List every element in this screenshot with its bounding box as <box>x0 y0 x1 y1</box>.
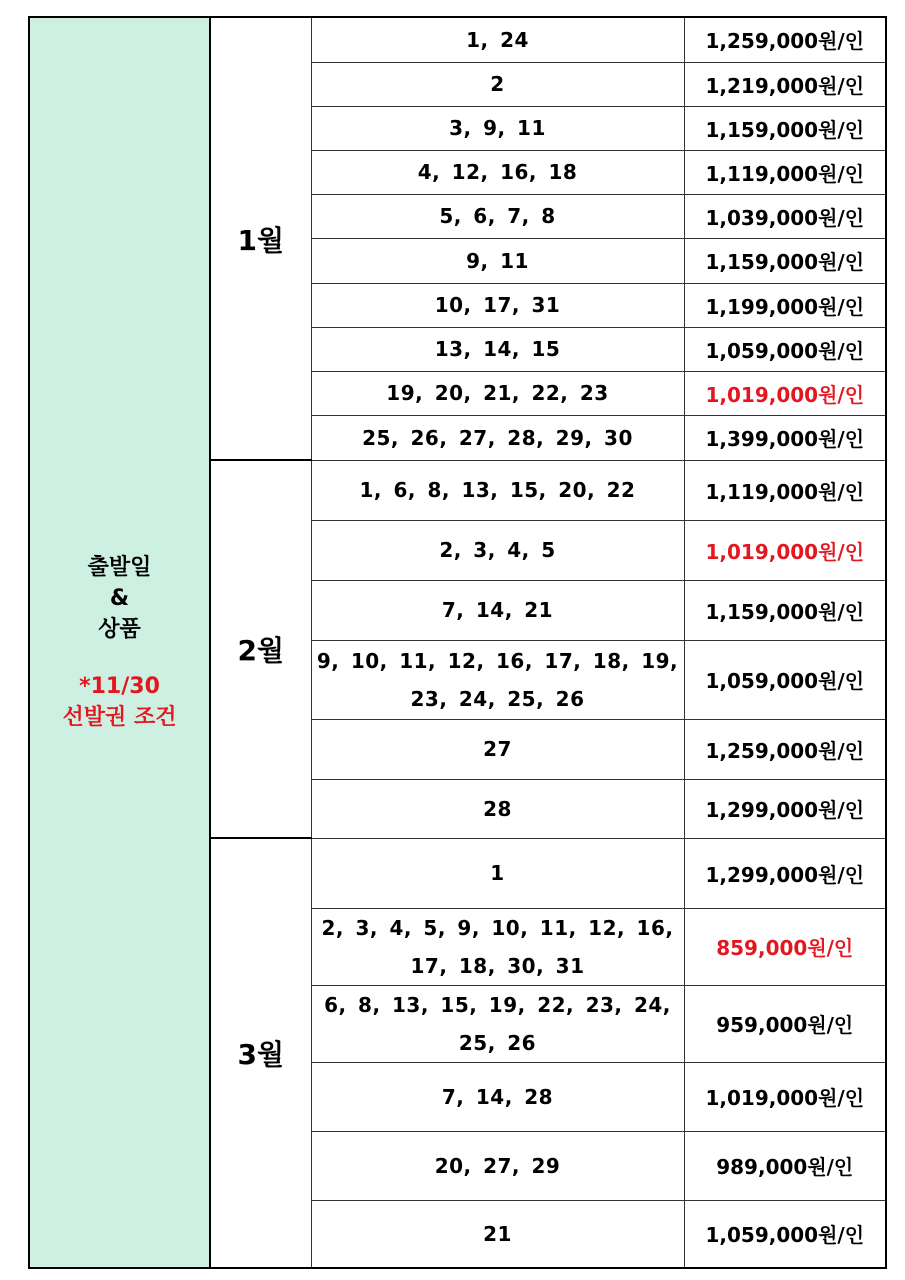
price-per-person: 1,299,000원/인 <box>684 838 886 908</box>
label-line-departure: 출발일 <box>87 555 152 580</box>
price-per-person: 1,199,000원/인 <box>684 283 886 327</box>
departure-dates: 7, 14, 28 <box>311 1062 684 1131</box>
price-per-person-highlight: 1,019,000원/인 <box>684 520 886 580</box>
price-per-person: 1,119,000원/인 <box>684 150 886 194</box>
departure-dates: 1, 24 <box>311 17 684 62</box>
departure-dates: 2, 3, 4, 5 <box>311 520 684 580</box>
price-per-person: 1,039,000원/인 <box>684 194 886 238</box>
departure-dates: 13, 14, 15 <box>311 327 684 371</box>
departure-label-cell <box>29 17 210 1268</box>
price-per-person: 989,000원/인 <box>684 1131 886 1200</box>
departure-dates: 5, 6, 7, 8 <box>311 194 684 238</box>
departure-dates: 6, 8, 13, 15, 19, 22, 23, 24, 25, 26 <box>311 985 684 1062</box>
departure-dates: 20, 27, 29 <box>311 1131 684 1200</box>
month-label-feb: 2월 <box>210 460 311 838</box>
table-row <box>29 17 886 62</box>
price-per-person: 1,159,000원/인 <box>684 238 886 283</box>
departure-dates: 1 <box>311 838 684 908</box>
price-per-person: 959,000원/인 <box>684 985 886 1062</box>
price-per-person: 1,059,000원/인 <box>684 327 886 371</box>
month-label-jan: 1월 <box>210 17 311 460</box>
departure-dates: 9, 11 <box>311 238 684 283</box>
price-per-person-highlight: 1,019,000원/인 <box>684 371 886 415</box>
label-spacer <box>30 645 209 671</box>
price-per-person-highlight: 859,000원/인 <box>684 908 886 985</box>
ticketing-note-date: *11/30 <box>79 674 160 699</box>
label-line-product: 상품 <box>98 617 141 642</box>
price-per-person: 1,259,000원/인 <box>684 719 886 779</box>
ticketing-note-condition: 선발권 조건 <box>62 705 177 730</box>
price-per-person: 1,219,000원/인 <box>684 62 886 106</box>
departure-dates: 4, 12, 16, 18 <box>311 150 684 194</box>
price-per-person: 1,059,000원/인 <box>684 1200 886 1268</box>
departure-dates: 25, 26, 27, 28, 29, 30 <box>311 415 684 460</box>
price-per-person: 1,399,000원/인 <box>684 415 886 460</box>
price-per-person: 1,059,000원/인 <box>684 640 886 719</box>
price-per-person: 1,299,000원/인 <box>684 779 886 838</box>
departure-dates: 2, 3, 4, 5, 9, 10, 11, 12, 16, 17, 18, 30, 31 <box>311 908 684 985</box>
departure-dates: 27 <box>311 719 684 779</box>
departure-dates: 7, 14, 21 <box>311 580 684 640</box>
month-label-mar: 3월 <box>210 838 311 1268</box>
departure-dates: 1, 6, 8, 13, 15, 20, 22 <box>311 460 684 520</box>
price-per-person: 1,259,000원/인 <box>684 17 886 62</box>
price-per-person: 1,119,000원/인 <box>684 460 886 520</box>
label-line-ampersand: & <box>109 586 130 611</box>
departure-dates: 10, 17, 31 <box>311 283 684 327</box>
departure-price-table <box>28 16 887 1269</box>
price-per-person: 1,159,000원/인 <box>684 580 886 640</box>
departure-dates: 9, 10, 11, 12, 16, 17, 18, 19, 23, 24, 25, 26 <box>311 640 684 719</box>
table-body <box>29 17 886 1268</box>
departure-dates: 2 <box>311 62 684 106</box>
price-per-person: 1,019,000원/인 <box>684 1062 886 1131</box>
departure-dates: 28 <box>311 779 684 838</box>
departure-dates: 19, 20, 21, 22, 23 <box>311 371 684 415</box>
departure-dates: 21 <box>311 1200 684 1268</box>
departure-dates: 3, 9, 11 <box>311 106 684 150</box>
price-per-person: 1,159,000원/인 <box>684 106 886 150</box>
